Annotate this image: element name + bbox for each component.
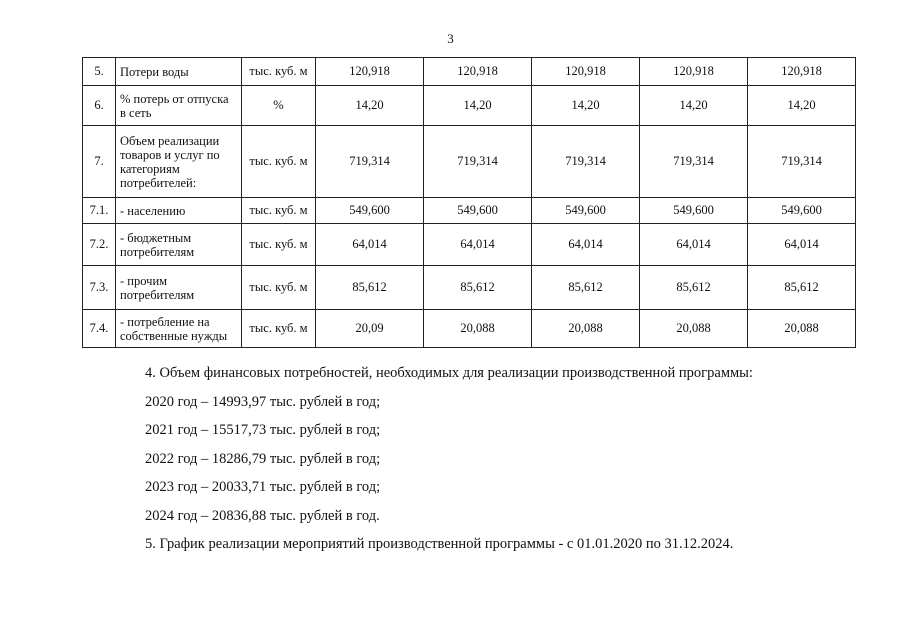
value-2020: 14,20	[316, 86, 424, 126]
table-row	[83, 310, 856, 348]
value-2020: 120,918	[316, 58, 424, 86]
value-2021: 14,20	[424, 86, 532, 126]
value-2021: 20,088	[424, 310, 532, 348]
row-name: - населению	[116, 198, 242, 224]
row-number: 7.2.	[83, 224, 116, 266]
section-4-heading: 4. Объем финансовых потребностей, необходимых для реализации производственной программы:	[145, 365, 753, 381]
row-unit: тыс. куб. м	[242, 224, 316, 266]
value-2022: 64,014	[532, 224, 640, 266]
value-2023: 20,088	[640, 310, 748, 348]
row-name: % потерь от отпуска в сеть	[116, 86, 242, 126]
value-2024: 120,918	[748, 58, 856, 86]
value-2021: 120,918	[424, 58, 532, 86]
value-2022: 719,314	[532, 126, 640, 198]
indicators-table	[82, 57, 856, 348]
value-2023: 719,314	[640, 126, 748, 198]
value-2022: 14,20	[532, 86, 640, 126]
value-2021: 719,314	[424, 126, 532, 198]
section-5-schedule: 5. График реализации мероприятий производственной программы - с 01.01.2020 по 31.12.2024.	[145, 536, 734, 552]
year-financing-line: 2021 год – 15517,73 тыс. рублей в год;	[145, 422, 381, 438]
value-2021: 549,600	[424, 198, 532, 224]
row-name: - прочим потребителям	[116, 266, 242, 310]
row-unit: тыс. куб. м	[242, 126, 316, 198]
row-unit: тыс. куб. м	[242, 266, 316, 310]
year-financing-line: 2022 год – 18286,79 тыс. рублей в год;	[145, 450, 381, 467]
value-2024: 64,014	[748, 224, 856, 266]
table-row	[83, 224, 856, 266]
value-2020: 20,09	[316, 310, 424, 348]
value-2022: 120,918	[532, 58, 640, 86]
table-row	[83, 266, 856, 310]
row-name: - бюджетным потребителям	[116, 224, 242, 266]
row-name: - потребление на собственные нужды	[116, 310, 242, 348]
table-row	[83, 126, 856, 198]
row-number: 5.	[83, 58, 116, 86]
row-unit: тыс. куб. м	[242, 198, 316, 224]
row-number: 7.	[83, 126, 116, 198]
year-financing-line: 2024 год – 20836,88 тыс. рублей в год.	[145, 507, 380, 524]
value-2023: 14,20	[640, 86, 748, 126]
row-number: 7.4.	[83, 310, 116, 348]
value-2024: 549,600	[748, 198, 856, 224]
value-2022: 85,612	[532, 266, 640, 310]
value-2021: 64,014	[424, 224, 532, 266]
row-unit: %	[242, 86, 316, 126]
value-2024: 14,20	[748, 86, 856, 126]
value-2023: 85,612	[640, 266, 748, 310]
row-number: 7.1.	[83, 198, 116, 224]
row-number: 6.	[83, 86, 116, 126]
value-2024: 85,612	[748, 266, 856, 310]
value-2022: 20,088	[532, 310, 640, 348]
table-row	[83, 86, 856, 126]
year-financing-line: 2020 год – 14993,97 тыс. рублей в год;	[145, 393, 381, 410]
value-2024: 719,314	[748, 126, 856, 198]
value-2020: 85,612	[316, 266, 424, 310]
value-2024: 20,088	[748, 310, 856, 348]
value-2023: 549,600	[640, 198, 748, 224]
value-2020: 64,014	[316, 224, 424, 266]
row-name: Потери воды	[116, 58, 242, 86]
value-2020: 719,314	[316, 126, 424, 198]
value-2020: 549,600	[316, 198, 424, 224]
value-2023: 64,014	[640, 224, 748, 266]
table-row	[83, 58, 856, 86]
financial-needs-section	[145, 364, 753, 564]
value-2022: 549,600	[532, 198, 640, 224]
page-number: 3	[447, 31, 454, 46]
year-financing-line: 2023 год – 20033,71 тыс. рублей в год;	[145, 479, 381, 495]
row-unit: тыс. куб. м	[242, 58, 316, 86]
row-name: Объем реализации товаров и услуг по категориям потребителей:	[116, 126, 242, 198]
value-2021: 85,612	[424, 266, 532, 310]
row-unit: тыс. куб. м	[242, 310, 316, 348]
table-row	[83, 198, 856, 224]
row-number: 7.3.	[83, 266, 116, 310]
value-2023: 120,918	[640, 58, 748, 86]
